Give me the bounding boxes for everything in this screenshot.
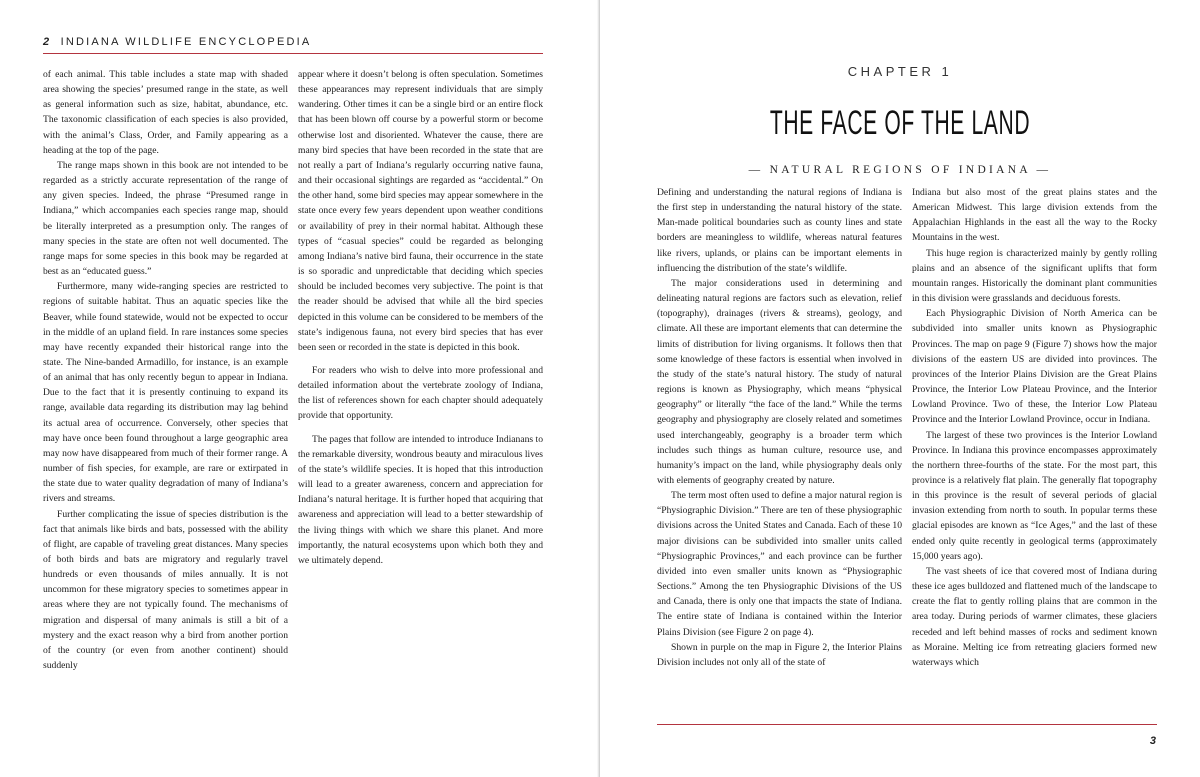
- paragraph: The largest of these two provinces is the Interior Lowland Province. In Indiana this province encompasses approximately the northern three-fourths of the state. For the most part, this province is a relatively flat plain. The generally flat topography in this province is the result of several periods of glacial invasion extending from north to south. In popular terms these glacial episodes are known as “Ice Ages,” and the last of these ended only quite recently in geological terms (approximately 15,000 years ago).: [912, 429, 1157, 562]
- header-rule: [43, 53, 543, 54]
- right-page: [600, 0, 1200, 777]
- left-column-2: [298, 67, 543, 568]
- paragraph: This huge region is characterized mainly by gently rolling plains and an absence of the significant uplifts that form mountain ranges. Historically the dominant plant communities in this division were grasslands and deciduous forests.: [912, 247, 1157, 305]
- paragraph: The pages that follow are intended to introduce Indianans to the remarkable diversity, wondrous beauty and miraculous lives of the state’s wildlife species. It is hoped that this introduction will lead to a greater awareness, concern and appreciation for Indiana’s natural heritage. It is further hoped that acquiring that awareness and appreciation will lead to a better stewardship of the living things with which we share this planet. And more importantly, the natural ecosystems upon which both they and we ultimately depend.: [298, 433, 544, 566]
- paragraph: The range maps shown in this book are not intended to be regarded as a strictly accurate representation of the range of any given species. Indeed, the phrase “Presumed range in Indiana,” which accompanies each species range map, should be literally interpreted as a presumption only. The ranges of many species in the state are often not well documented. The range maps for some species in this book may be regarded at best as an “educated guess.”: [43, 159, 288, 278]
- paragraph: appear where it doesn’t belong is often speculation. Sometimes these appearances may represent individuals that are simply wandering. Other times it can be a single bird or an entire flock that has been blown off course by a powerful storm or become otherwise lost and disoriented. Whatever the cause, there are many bird species that have been recorded in the state that are not really a part of Indiana’s regularly occurring native fauna, and their occasional sightings are regarded as “accidental.” On the other hand, some bird species may appear somewhere in the state once every few years dependent upon weather conditions or availability of prey in their normal habitat. Although these types of “casual species” could be regarded as belonging among Indiana’s native bird fauna, their occurrence in the state is so sporadic and unpredictable that deciding which species should be included becomes very subjective. The point is that the reader should be advised that while all the bird species depicted in this volume can be considered to be members of the state’s indigenous fauna, not every bird species that has ever been seen or recorded in the state is depicted in this book.: [298, 69, 543, 353]
- page-number: 2: [43, 36, 52, 48]
- paragraph: Each Physiographic Division of North America can be subdivided into smaller units known as Physiographic Provinces. The map on page 9 (Figure 7) shows how the major divisions of the eastern US are divided into provinces. The provinces of the Interior Plains Division are the Great Plains Province, the Interior Low Plateau Province, and the Interior Lowland Province. Two of these, the Interior Low Plateau Province and the Interior Lowland Province, occur in Indiana.: [912, 308, 1157, 426]
- paragraph: Further complicating the issue of species distribution is the fact that animals like birds and bats, possessed with the ability of flight, are capable of traveling great distances. Many species of both birds and bats are migratory and regularly travel hundreds or even thousands of miles annually. It is not uncommon for these migratory species to sometimes appear in areas where they are not typically found. The mechanisms of migration and dispersal of many animals is still a bit of a mystery and the exact reason why a bird from another portion of the country (or even from another continent) should suddenly: [43, 508, 288, 672]
- chapter-title: THE FACE OF THE LAND: [769, 104, 1031, 142]
- chapter-subtitle: — NATURAL REGIONS OF INDIANA —: [748, 164, 1052, 176]
- right-column-2: [912, 185, 1157, 670]
- paragraph: Furthermore, many wide-ranging species are restricted to regions of suitable habitat. Thus an aquatic species like the Beaver, while found statewide, would not be expected to occur in the middle of an upland field. In rare instances some species may have recently expanded their historical range into the state. The Nine-banded Armadillo, for instance, is an example of an animal that has only recently begun to appear in Indiana. Due to the fact that it is presently continuing to expand its range, available data regarding its distribution may lag behind its actual area of occurrence. Conversely, other species that may have once been found throughout a large geographic area may now have disappeared from much of their former range. A number of fish species, for example, are rare or extirpated in the state due to water quality degradation of many of Indiana’s rivers and streams.: [43, 281, 288, 505]
- paragraph: of each animal. This table includes a state map with shaded area showing the species’ presumed range in the state, as well as general information such as size, habitat, abundance, etc. The taxonomic classification of each species is also provided, with the animal’s Class, Order, and Family appearing as a heading at the top of the page.: [43, 69, 288, 156]
- book-title: INDIANA WILDLIFE ENCYCLOPEDIA: [60, 36, 312, 48]
- page-number: 3: [1149, 735, 1156, 747]
- paragraph: Shown in purple on the map in Figure 2, the Interior Plains Division includes not only all of the state of: [657, 641, 902, 668]
- paragraph: Defining and understanding the natural regions of Indiana is the first step in understanding the natural history of the state. Man-made political boundaries such as county lines and state borders are meaningless to wildlife, whereas natural features like rivers, uplands, or plains can be important elements in influencing the distribution of the state’s wildlife.: [657, 187, 902, 274]
- footer-rule: [657, 724, 1157, 725]
- paragraph: The term most often used to define a major natural region is “Physiographic Division.” There are ten of these physiographic divisions across the United States and Canada. Each of these 10 major divisions can be subdivided into smaller units called “Physiographic Provinces,” and each province can be further divided into even smaller units known as “Physiographic Sections.” Among the ten Physiographic Divisions of the US and Canada, there is only one that impacts the state of Indiana. The entire state of Indiana is contained within the Interior Plains Division (see Figure 2 on page 4).: [657, 490, 902, 638]
- chapter-label: CHAPTER 1: [847, 64, 953, 79]
- running-head: [43, 36, 311, 48]
- paragraph: The vast sheets of ice that covered most of Indiana during these ice ages bulldozed and flattened much of the landscape to create the flat to gently rolling plains that are common in the area today. During periods of warmer climates, these glaciers receded and left behind masses of rocks and sediment known as Moraine. Melting ice from retreating glaciers formed new waterways which: [912, 565, 1157, 668]
- left-column-1: [43, 67, 288, 673]
- right-column-1: [657, 185, 902, 670]
- paragraph: Indiana but also most of the great plains states and the American Midwest. This large division extends from the Appalachian Highlands in the east all the way to the Rocky Mountains in the west.: [912, 187, 1157, 244]
- paragraph: The major considerations used in determining and delineating natural regions are factors such as elevation, relief (topography), drainages (rivers & streams), geology, and climate. All these are important elements that can determine the limits of distribution for living organisms. It follows then that some knowledge of these factors is essential when involved in the study of the state’s natural history. The study of natural regions is known as Physiography, which means “physical geography” or literally “the face of the land.” While the terms geography and physiography are closely related and sometimes used interchangeably, geography is a broader term which includes such things as human culture, resource use, and humanity’s impact on the land, while physiography deals only with elements of geography created by nature.: [657, 277, 902, 486]
- paragraph: For readers who wish to delve into more professional and detailed information about the vertebrate zoology of Indiana, the list of references shown for each chapter should adequately provide that opportunity.: [298, 364, 543, 422]
